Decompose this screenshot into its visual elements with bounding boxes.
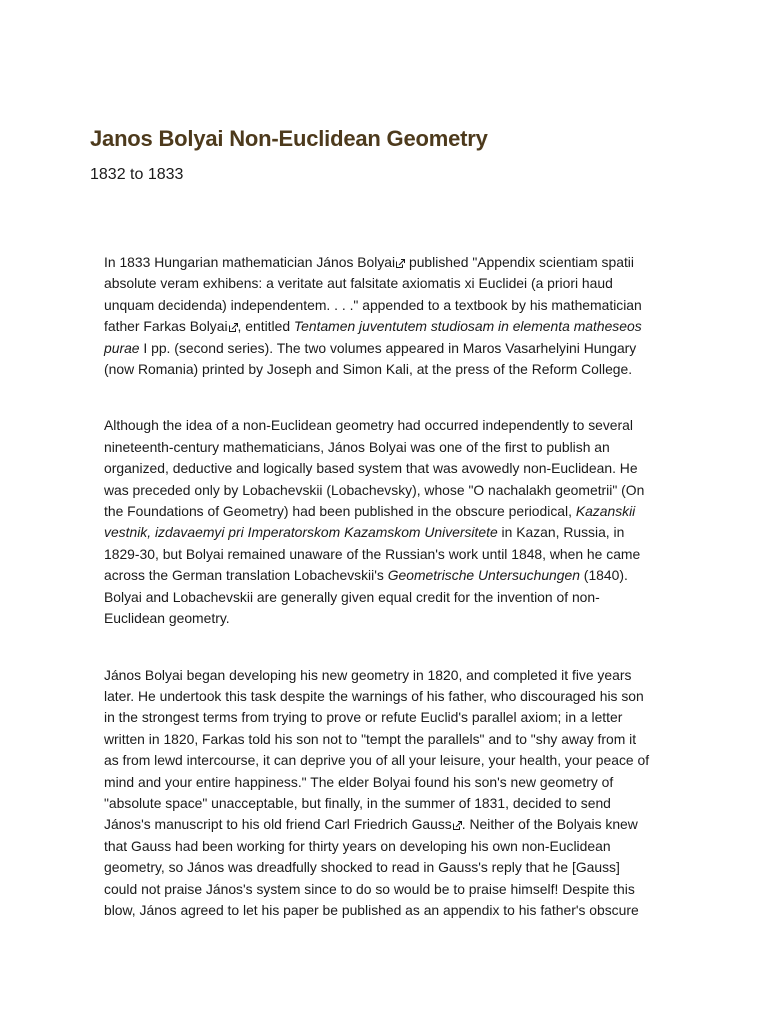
text-run: In 1833 Hungarian mathematician <box>104 254 317 270</box>
external-link-icon <box>229 323 238 332</box>
text-run: I pp. (second series). The two volumes appeared in Maros Vasarhelyini Hungary (now Romania) printed by Joseph and Simon Kali, at the press of the Reform College. <box>104 339 637 378</box>
wiki-link[interactable]: Carl Friedrich Gauss <box>324 816 452 833</box>
text-run: . Neither of the Bolyais knew that Gauss had been working for thirty years on developing his own non-Euclidean geometry, so János was dreadfully shocked to read in Gauss's reply that he [Gauss] could not praise János's system since to do so would be to praise himself! Despite this blow, János agreed to let his paper be published as an appendix to his father's obscure <box>104 816 639 918</box>
date-range: 1832 to 1833 <box>90 166 184 183</box>
italic-title: Kazanskii vestnik, izdavaemyi pri Imperatorskom Kazamskom Universitete <box>104 503 636 541</box>
italic-title: Tentamen juventutem studiosam in elementa matheseos purae <box>104 318 642 356</box>
wiki-link[interactable]: János Bolyai <box>316 254 396 270</box>
article-body <box>104 252 650 921</box>
paragraph-1 <box>104 252 650 380</box>
external-link-icon <box>453 821 462 830</box>
paragraph-3 <box>104 665 650 922</box>
text-run: , entitled <box>237 318 294 335</box>
external-link-icon <box>396 259 405 268</box>
page-title: Janos Bolyai Non-Euclidean Geometry <box>90 126 488 151</box>
text-run: Although the idea of a non-Euclidean geometry had occurred independently to several nineteenth-century mathematicians, János Bolyai was one of the first to publish an organized, deductive and logically based system that was avowedly non-Euclidean. He was preceded only by Lobachevskii (Lobachevsky), whose "O nachalakh geometrii" (On the Foundations of Geometry) had been published in the obscure periodical, <box>104 417 645 520</box>
paragraph-2 <box>104 415 650 629</box>
italic-title: Geometrische Untersuchungen <box>387 567 580 584</box>
text-run: (1840). Bolyai and Lobachevskii are generally given equal credit for the invention of non-Euclidean geometry. <box>104 567 628 627</box>
text-run: published "Appendix scientiam spatii absolute veram exhibens: a veritate aut falsitate axiomatis xi Euclidei (a priori haud unquam decidenda) independentem. . . ." appended to a textbook by his mathematician father <box>104 254 642 335</box>
wiki-link[interactable]: Farkas Bolyai <box>143 318 228 335</box>
text-run: in Kazan, Russia, in 1829-30, but Bolyai remained unaware of the Russian's work until 1848, when he came across the German translation Lobachevskii's <box>104 524 641 584</box>
text-run: János Bolyai began developing his new geometry in 1820, and completed it five years later. He undertook this task despite the warnings of his father, who discouraged his son in the strongest terms from trying to prove or refute Euclid's parallel axiom; in a letter written in 1820, Farkas told his son not to "tempt the parallels" and to "shy away from it as from lewd intercourse, it can deprive you of all your leisure, your health, your peace of mind and your entire happiness." The elder Bolyai found his son's new geometry of "absolute space" unacceptable, but finally, in the summer of 1831, decided to send János's manuscript to his old friend <box>104 666 650 833</box>
